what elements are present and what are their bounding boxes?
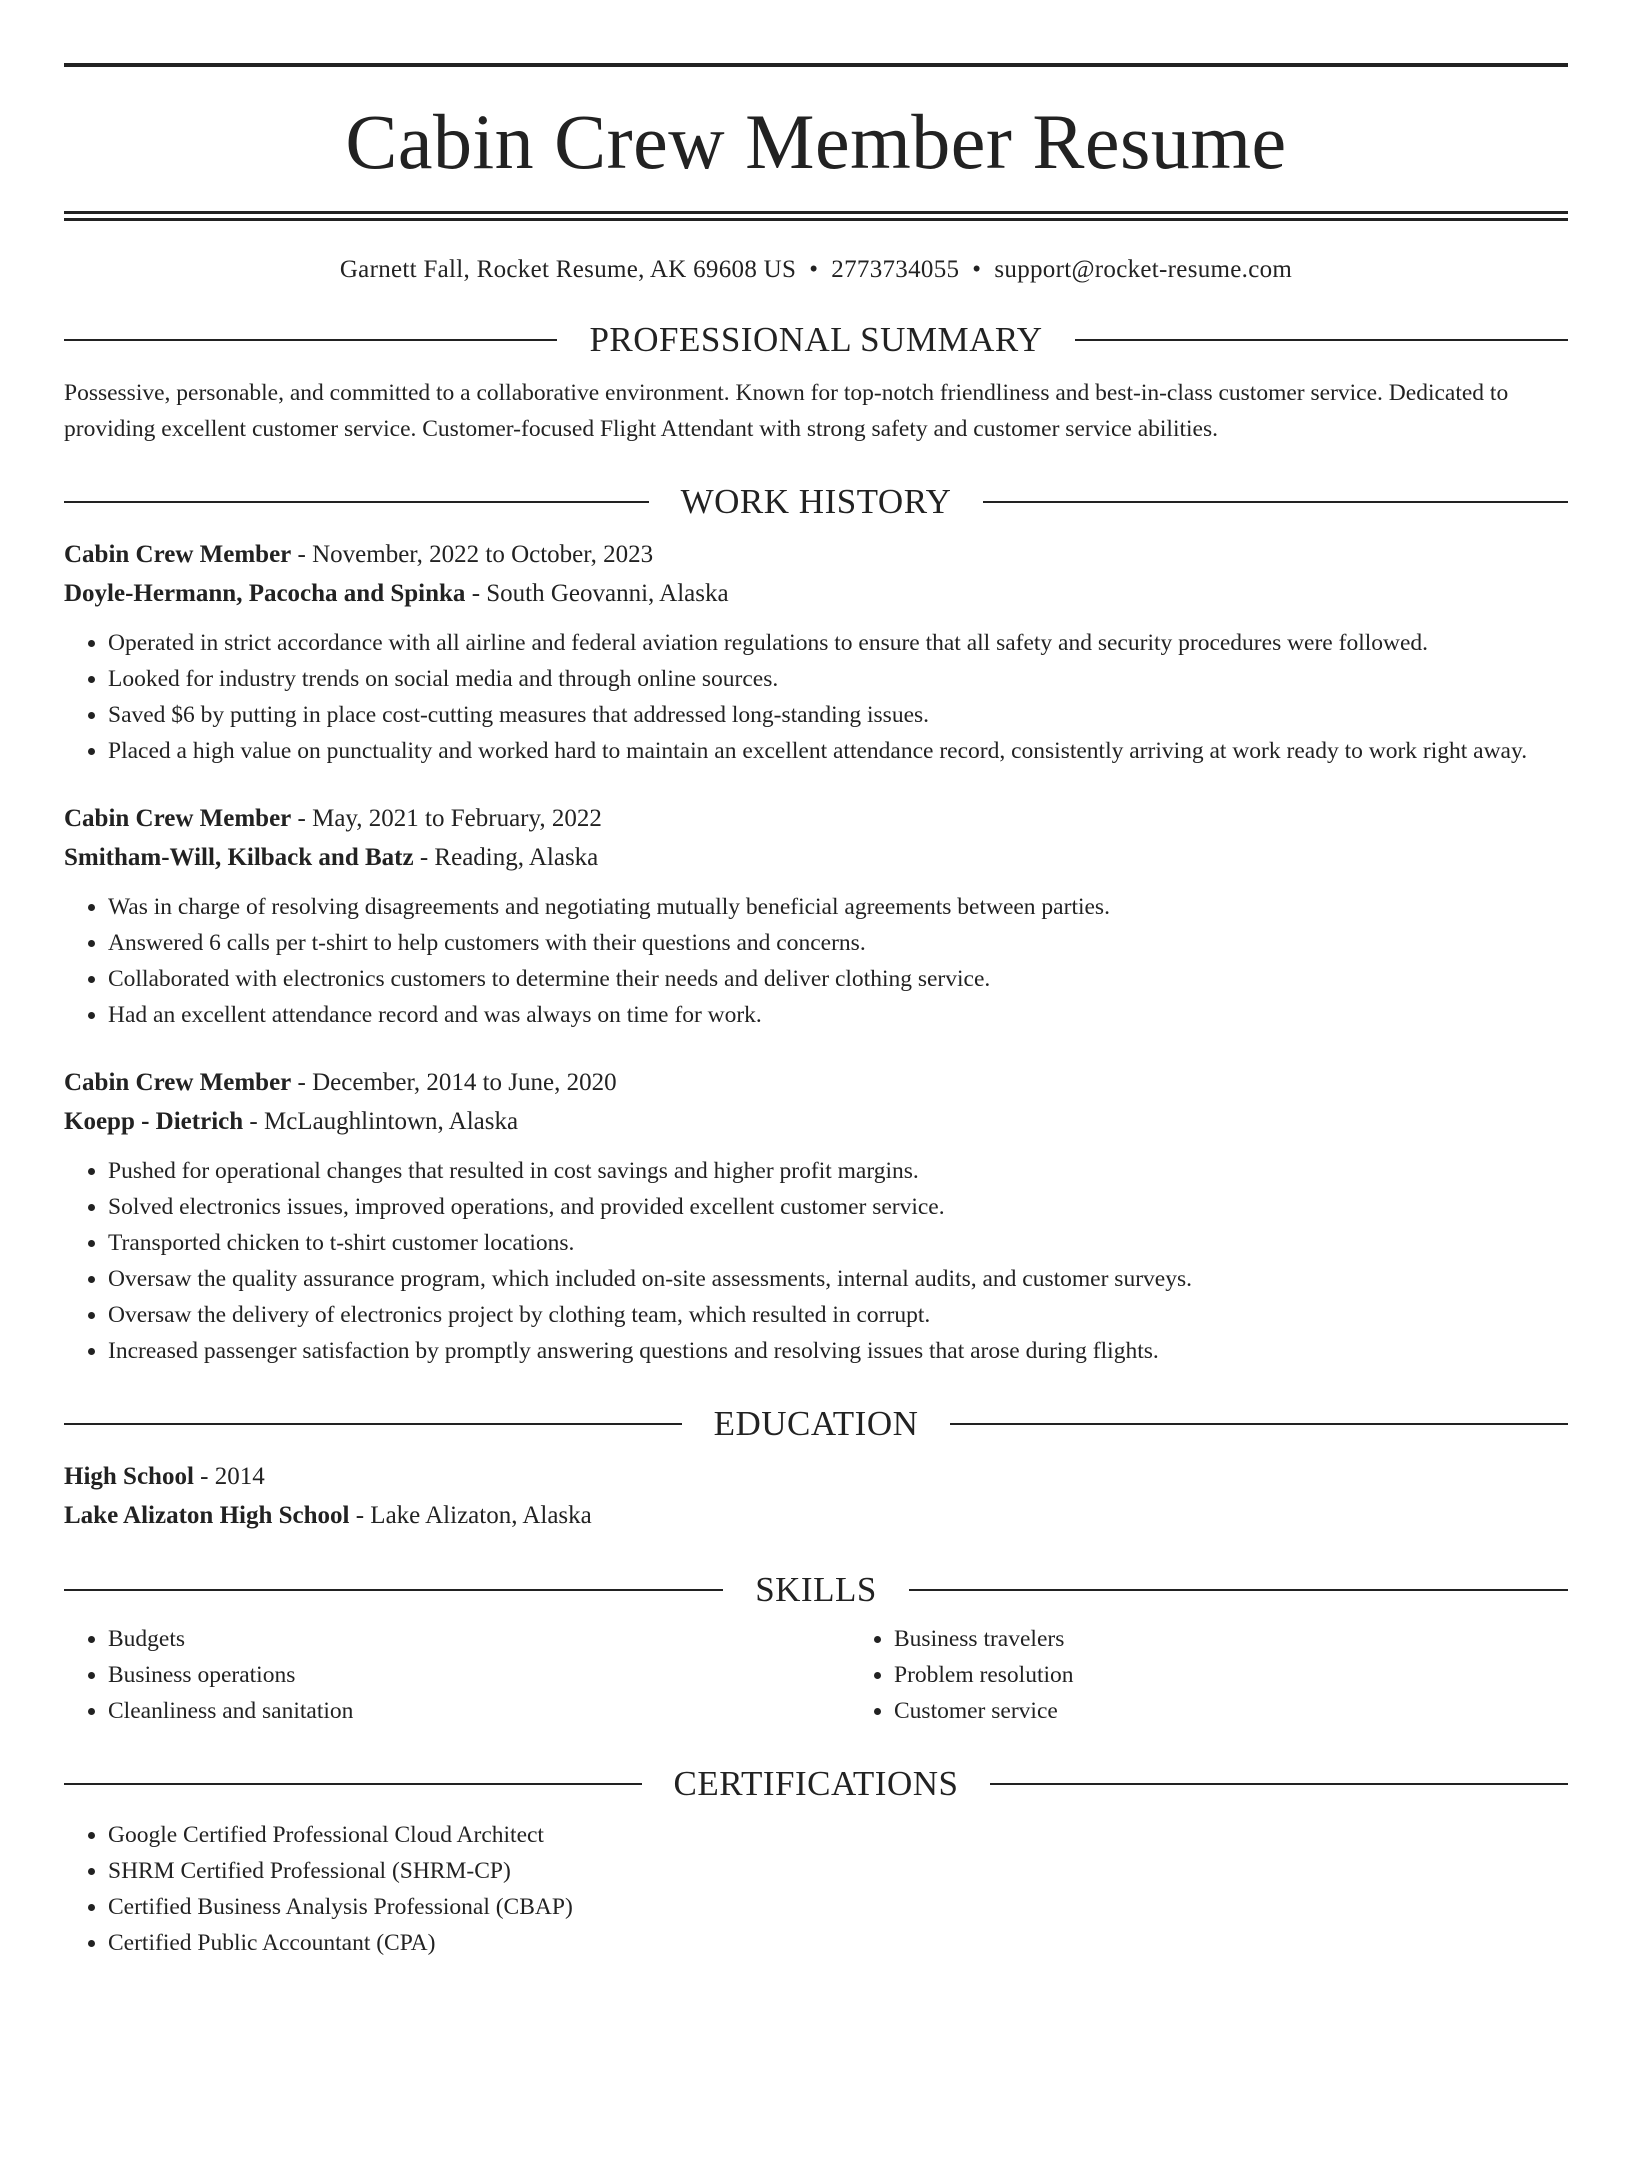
contact-email: support@rocket-resume.com bbox=[994, 256, 1293, 283]
education-degree-line bbox=[64, 1457, 1568, 1496]
divider bbox=[1075, 339, 1568, 341]
job-title: Cabin Crew Member bbox=[64, 805, 292, 832]
list-item: • Had an excellent attendance record and was always on time for work. bbox=[108, 997, 1568, 1033]
divider bbox=[983, 501, 1568, 503]
job-company-line bbox=[64, 574, 1568, 613]
section-title: EDUCATION bbox=[713, 1404, 919, 1443]
list-item: • Was in charge of resolving disagreements and negotiating mutually beneficial agreements between parties. bbox=[108, 889, 1568, 925]
list-item: • Pushed for operational changes that resulted in cost savings and higher profit margins. bbox=[108, 1153, 1568, 1189]
dash: - bbox=[349, 1502, 371, 1529]
divider bbox=[64, 501, 649, 503]
list-item: • Google Certified Professional Cloud Architect bbox=[108, 1817, 1568, 1853]
education-school-line bbox=[64, 1496, 1568, 1535]
contact-address: Garnett Fall, Rocket Resume, AK 69608 US bbox=[339, 256, 797, 283]
list-item: • Increased passenger satisfaction by promptly answering questions and resolving issues that arose during flights. bbox=[108, 1333, 1568, 1369]
contact-phone: 2773734055 bbox=[831, 256, 960, 283]
dash: - bbox=[193, 1463, 215, 1490]
divider bbox=[950, 1423, 1568, 1425]
dash: - bbox=[291, 541, 313, 568]
divider bbox=[64, 339, 557, 341]
divider bbox=[64, 1589, 723, 1591]
dash: - bbox=[291, 1069, 313, 1096]
dash: - bbox=[465, 580, 487, 607]
education-degree: High School bbox=[64, 1463, 194, 1490]
list-item: • Customer service bbox=[894, 1693, 1568, 1729]
job-company: Koepp - Dietrich bbox=[64, 1108, 244, 1135]
job-dates: May, 2021 to February, 2022 bbox=[312, 805, 602, 832]
resume-page bbox=[0, 63, 1632, 2175]
list-item: • Transported chicken to t-shirt customer locations. bbox=[108, 1225, 1568, 1261]
section-heading-skills bbox=[64, 1569, 1568, 1611]
section-heading-education bbox=[64, 1403, 1568, 1445]
list-item: • Budgets bbox=[108, 1621, 850, 1657]
skills-grid bbox=[64, 1621, 1568, 1729]
job-title: Cabin Crew Member bbox=[64, 541, 292, 568]
list-item: • SHRM Certified Professional (SHRM-CP) bbox=[108, 1853, 1568, 1889]
job-location: McLaughlintown, Alaska bbox=[263, 1108, 519, 1135]
skills-column-left bbox=[64, 1621, 850, 1729]
contact-separator: • bbox=[809, 256, 819, 283]
divider bbox=[990, 1783, 1568, 1785]
education-year: 2014 bbox=[214, 1463, 265, 1490]
section-heading-work-history bbox=[64, 481, 1568, 523]
section-title: CERTIFICATIONS bbox=[673, 1764, 959, 1803]
section-heading-summary bbox=[64, 319, 1568, 361]
list-item: • Certified Business Analysis Professional (CBAP) bbox=[108, 1889, 1568, 1925]
job-title: Cabin Crew Member bbox=[64, 1069, 292, 1096]
job-location: Reading, Alaska bbox=[434, 844, 599, 871]
job-company: Smitham-Will, Kilback and Batz bbox=[64, 844, 414, 871]
divider bbox=[64, 1783, 642, 1785]
job-bullets bbox=[64, 625, 1568, 769]
dash: - bbox=[243, 1108, 264, 1135]
list-item: • Business operations bbox=[108, 1657, 850, 1693]
list-item: • Collaborated with electronics customers to determine their needs and deliver clothing service. bbox=[108, 961, 1568, 997]
education-location: Lake Alizaton, Alaska bbox=[370, 1502, 592, 1529]
list-item: • Solved electronics issues, improved operations, and provided excellent customer service. bbox=[108, 1189, 1568, 1225]
job-company: Doyle-Hermann, Pacocha and Spinka bbox=[64, 580, 466, 607]
list-item: • Placed a high value on punctuality and worked hard to maintain an excellent attendance record, consistently arriving at work ready to work right away. bbox=[108, 733, 1568, 769]
job-title-line bbox=[64, 799, 1568, 838]
summary-text: Possessive, personable, and committed to a collaborative environment. Known for top-notch friendliness and best-in-class customer service. Dedicated to providing excellent customer service. Customer-focused Flight Attendant with strong safety and customer service abilities. bbox=[64, 380, 1509, 442]
list-item: • Saved $6 by putting in place cost-cutting measures that addressed long-standing issues. bbox=[108, 697, 1568, 733]
job-company-line bbox=[64, 1102, 1568, 1141]
list-item: • Operated in strict accordance with all airline and federal aviation regulations to ensure that all safety and security procedures were followed. bbox=[108, 625, 1568, 661]
job-company-line bbox=[64, 838, 1568, 877]
top-rule bbox=[64, 63, 1568, 67]
job-bullets bbox=[64, 1153, 1568, 1369]
contact-separator: • bbox=[972, 256, 982, 283]
list-item: • Certified Public Accountant (CPA) bbox=[108, 1925, 1568, 1961]
job-dates: December, 2014 to June, 2020 bbox=[312, 1069, 617, 1096]
list-item: • Looked for industry trends on social media and through online sources. bbox=[108, 661, 1568, 697]
title-double-rule bbox=[64, 211, 1568, 221]
divider bbox=[64, 1423, 682, 1425]
section-heading-certifications bbox=[64, 1763, 1568, 1805]
job-bullets bbox=[64, 889, 1568, 1033]
job-entry bbox=[64, 799, 1568, 1033]
section-title: WORK HISTORY bbox=[680, 482, 952, 521]
job-entry bbox=[64, 1063, 1568, 1369]
certifications-list bbox=[64, 1817, 1568, 1961]
section-title: PROFESSIONAL SUMMARY bbox=[589, 320, 1043, 359]
job-title-line bbox=[64, 1063, 1568, 1102]
job-entry bbox=[64, 535, 1568, 769]
list-item: • Cleanliness and sanitation bbox=[108, 1693, 850, 1729]
job-location: South Geovanni, Alaska bbox=[486, 580, 729, 607]
list-item: • Business travelers bbox=[894, 1621, 1568, 1657]
dash: - bbox=[291, 805, 313, 832]
dash: - bbox=[413, 844, 435, 871]
list-item: • Oversaw the quality assurance program, which included on-site assessments, internal audits, and customer surveys. bbox=[108, 1261, 1568, 1297]
list-item: • Oversaw the delivery of electronics project by clothing team, which resulted in corrupt. bbox=[108, 1297, 1568, 1333]
divider bbox=[909, 1589, 1568, 1591]
resume-title: Cabin Crew Member Resume bbox=[345, 98, 1287, 185]
job-title-line bbox=[64, 535, 1568, 574]
list-item: • Answered 6 calls per t-shirt to help customers with their questions and concerns. bbox=[108, 925, 1568, 961]
job-dates: November, 2022 to October, 2023 bbox=[312, 541, 654, 568]
contact-line bbox=[64, 255, 1568, 285]
list-item: • Problem resolution bbox=[894, 1657, 1568, 1693]
skills-column-right bbox=[850, 1621, 1568, 1729]
section-title: SKILLS bbox=[755, 1570, 877, 1609]
education-school: Lake Alizaton High School bbox=[64, 1502, 350, 1529]
